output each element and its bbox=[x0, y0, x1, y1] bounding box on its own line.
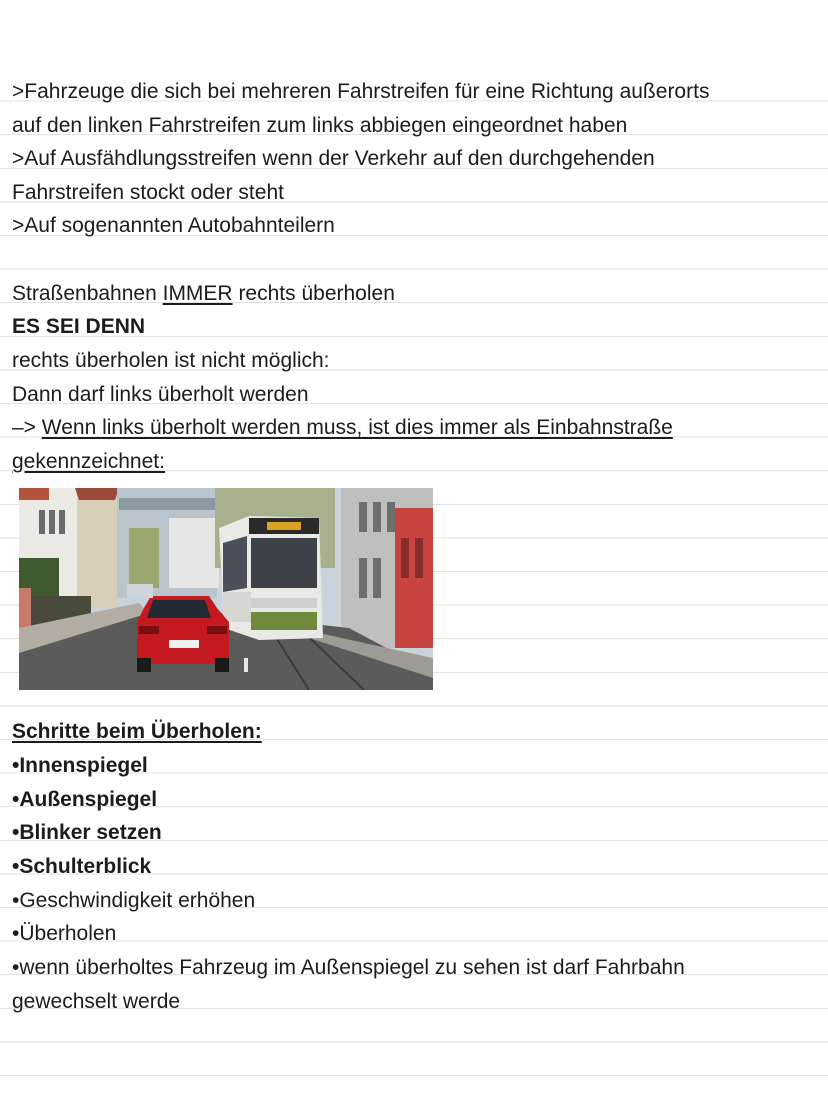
exception-condition: rechts überholen ist nicht möglich: bbox=[12, 349, 330, 372]
step-inner-mirror: •Innenspiegel bbox=[12, 754, 148, 777]
tram-rule bbox=[12, 281, 395, 307]
tram-rule-prefix: Straßenbahnen bbox=[12, 282, 163, 305]
note-line-3: >Auf Ausfähdlungsstreifen wenn der Verkehr auf den durchgehenden bbox=[12, 147, 655, 170]
exception-heading: ES SEI DENN bbox=[12, 315, 146, 338]
note-line-4: Fahrstreifen stockt oder steht bbox=[12, 181, 284, 204]
tram-street-photo bbox=[19, 488, 433, 690]
top-margin bbox=[0, 0, 828, 68]
tram-rule-emphasis: IMMER bbox=[162, 282, 233, 305]
step-change-lane: •wenn überholtes Fahrzeug im Außenspiegel zu sehen ist darf Fahrbahn bbox=[12, 956, 685, 979]
arrow-prefix: –> bbox=[12, 416, 42, 439]
note-line-2: auf den linken Fahrstreifen zum links abbiegen eingeordnet haben bbox=[12, 114, 628, 137]
exception-consequence: Dann darf links überholt werden bbox=[12, 383, 309, 406]
step-outer-mirror: •Außenspiegel bbox=[12, 788, 158, 811]
one-way-note-continued: gekennzeichnet: bbox=[12, 450, 165, 473]
step-speed-up: •Geschwindigkeit erhöhen bbox=[12, 889, 256, 912]
note-line-1: >Fahrzeuge die sich bei mehreren Fahrstreifen für eine Richtung außerorts bbox=[12, 80, 710, 103]
one-way-note-text: Wenn links überholt werden muss, ist dies immer als Einbahnstraße bbox=[41, 416, 673, 439]
step-indicator: •Blinker setzen bbox=[12, 821, 162, 844]
steps-heading: Schritte beim Überholen: bbox=[12, 720, 262, 743]
note-line-5: >Auf sogenannten Autobahnteilern bbox=[12, 214, 335, 237]
step-overtake: •Überholen bbox=[12, 922, 117, 945]
one-way-note bbox=[12, 415, 673, 441]
step-shoulder-check: •Schulterblick bbox=[12, 855, 152, 878]
tram-rule-suffix: rechts überholen bbox=[232, 282, 395, 305]
step-change-lane-continued: gewechselt werde bbox=[12, 990, 181, 1013]
